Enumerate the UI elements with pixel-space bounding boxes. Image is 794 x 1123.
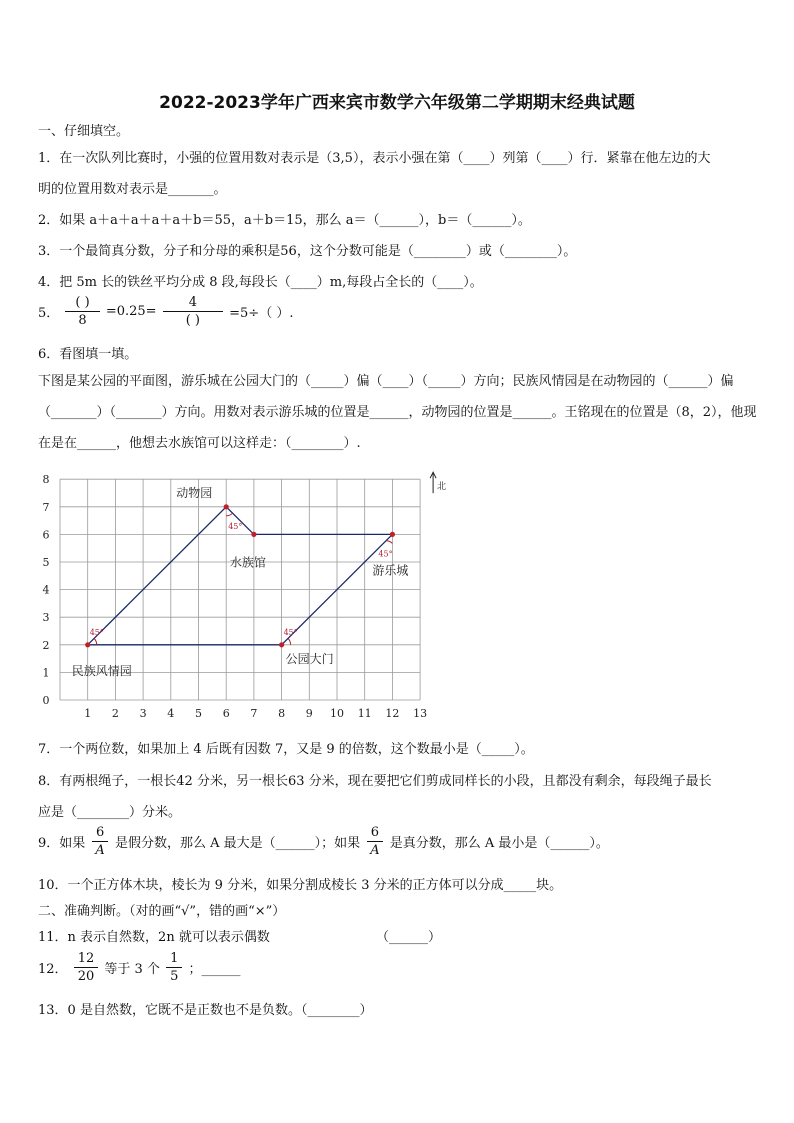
park-map-grid	[30, 463, 450, 725]
question-3: 3．一个最简真分数，分子和分母的乘积是56，这个分数可能是（________）或（________）。	[38, 244, 577, 259]
angle-arc	[386, 541, 392, 544]
question-1-line-1: 1．在一次队列比赛时，小强的位置用数对表示是（3,5），表示小强在第（____）列第（____）行．紧靠在他左边的大	[38, 151, 711, 166]
question-9-fraction-2	[366, 826, 383, 857]
fraction-numerator: 6	[92, 826, 108, 842]
x-tick-label: 9	[305, 707, 313, 720]
x-tick-label: 12	[385, 707, 400, 720]
location-label: 动物园	[176, 485, 213, 500]
question-5-fraction-2	[163, 296, 223, 327]
x-tick-label: 8	[278, 707, 286, 720]
fraction-denominator: A	[95, 843, 105, 858]
location-label: 水族馆	[229, 555, 266, 570]
question-9-fraction-1	[91, 826, 108, 857]
x-tick-label: 3	[139, 707, 147, 720]
fraction-numerator: 1	[166, 952, 182, 968]
question-12-fraction-2	[166, 952, 182, 983]
question-5-tail: =5÷（ ）.	[229, 306, 294, 321]
question-6-heading: 6．看图填一填。	[38, 347, 138, 362]
angle-label: 45°	[89, 627, 104, 637]
location-point	[251, 532, 256, 537]
x-tick-label: 6	[222, 707, 230, 720]
section-heading-fill-in: 一、仔细填空。	[38, 124, 130, 139]
question-4: 4．把 5m 长的铁丝平均分成 8 段,每段长（____）m,每段占全长的（____）。	[38, 275, 483, 290]
x-tick-label: 11	[357, 707, 372, 720]
question-8-line-2: 应是（________）分米。	[38, 805, 182, 820]
x-tick-label: 1	[84, 707, 92, 720]
location-point	[279, 642, 284, 647]
fraction-denominator: A	[370, 843, 380, 858]
north-label: 北	[437, 482, 447, 493]
page-title: 2022-2023学年广西来宾市数学六年级第二学期期末经典试题	[159, 93, 635, 113]
question-7: 7．一个两位数，如果加上 4 后既有因数 7，又是 9 的倍数，这个数最小是（_____）。	[38, 742, 534, 757]
y-tick-label: 3	[42, 611, 50, 625]
question-9-text-1: 是假分数，那么 A 最大是（______）；如果	[114, 836, 361, 851]
question-12-tail: ；______	[188, 962, 241, 977]
question-10: 10．一个正方体木块，棱长为 9 分米，如果分割成棱长 3 分米的正方体可以分成_____块。	[38, 878, 563, 893]
question-5-middle: =0.25=	[105, 304, 157, 319]
location-point	[390, 532, 395, 537]
location-point	[224, 504, 229, 509]
question-13: 13．0 是自然数，它既不是正数也不是负数。（________）	[38, 1003, 373, 1018]
y-tick-label: 1	[42, 666, 50, 680]
fraction-numerator: 6	[367, 826, 383, 842]
axis-labels	[43, 473, 428, 720]
question-5	[38, 296, 293, 327]
question-5-label: 5．	[38, 306, 60, 321]
section-heading-judge: 二、准确判断。（对的画“√”，错的画“×”）	[38, 904, 286, 919]
x-tick-label: 4	[167, 707, 175, 720]
question-9-label: 9．如果	[38, 836, 86, 851]
fraction-denominator: ( )	[185, 313, 200, 328]
angle-label: 45°	[283, 627, 298, 637]
location-label: 民族风情园	[71, 663, 132, 678]
fraction-denominator: 5	[170, 969, 179, 984]
location-label: 游乐城	[372, 563, 409, 578]
location-point	[85, 642, 90, 647]
question-12	[38, 952, 241, 983]
x-tick-label: 0	[42, 694, 50, 707]
x-tick-label: 5	[195, 707, 202, 720]
question-12-middle: 等于 3 个	[104, 962, 160, 977]
fraction-numerator: 12	[74, 952, 99, 968]
question-11: 11．n 表示自然数，2n 就可以表示偶数	[38, 930, 270, 945]
fraction-numerator: ( )	[65, 296, 99, 312]
angle-arc	[226, 513, 232, 516]
y-tick-label: 8	[42, 473, 50, 487]
question-9-text-2: 是真分数，那么 A 最小是（______）。	[389, 836, 609, 851]
question-9	[38, 826, 609, 857]
fraction-denominator: 8	[78, 313, 87, 328]
question-12-fraction-1	[74, 952, 99, 983]
question-8-line-1: 8．有两根绳子，一根长42 分米，另一根长63 分米，现在要把它们剪成同样长的小段，且都没有剩余，每段绳子最长	[38, 774, 712, 789]
north-arrow-icon	[430, 472, 446, 493]
x-tick-label: 7	[250, 707, 258, 720]
question-2: 2．如果 a＋a＋a＋a＋a＋b＝55，a＋b＝15，那么 a＝（______），b＝（______）。	[38, 213, 531, 228]
fraction-numerator: 4	[163, 296, 223, 312]
question-5-fraction-1	[65, 296, 99, 327]
question-6-text: 下图是某公园的平面图，游乐城在公园大门的（_____）偏（____）（_____）方向；民族风情园是在动物园的（______）偏（_______）（_______）方向。用数对表示游乐城的位置是______，动物园的位置是______。王铭现在的位置是（8，2），他现在是在______，他想去水族馆可以这样走：（________）.	[38, 374, 757, 451]
angle-arc	[94, 638, 97, 644]
location-label: 公园大门	[285, 651, 334, 666]
x-tick-label: 13	[413, 707, 428, 720]
angle-label: 45°	[228, 521, 243, 531]
y-tick-label: 4	[42, 583, 50, 597]
question-12-label: 12．	[38, 962, 68, 977]
location-points	[72, 485, 409, 678]
x-tick-label: 2	[111, 707, 119, 720]
y-tick-label: 5	[42, 556, 50, 569]
question-1-line-2: 明的位置用数对表示是_______。	[38, 182, 227, 197]
fraction-denominator: 20	[77, 969, 95, 984]
question-11-answer-blank: （______）	[376, 930, 442, 945]
y-tick-label: 2	[42, 638, 50, 652]
angle-arc	[288, 638, 291, 644]
angle-label: 45°	[378, 549, 393, 559]
y-tick-label: 6	[42, 528, 50, 542]
x-tick-label: 10	[330, 707, 344, 720]
y-tick-label: 7	[42, 500, 50, 514]
